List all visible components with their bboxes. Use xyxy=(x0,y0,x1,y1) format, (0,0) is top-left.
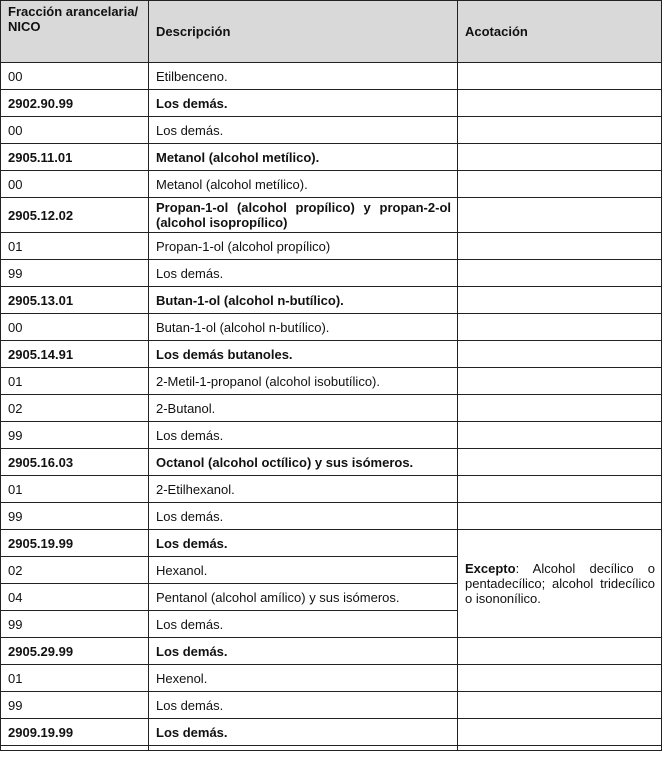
acotacion-cell xyxy=(458,144,662,171)
table-row xyxy=(1,314,662,341)
note-label: Excepto xyxy=(465,561,516,576)
acotacion-note-cell xyxy=(458,530,662,638)
code-cell: 00 xyxy=(1,314,149,341)
code-cell: 01 xyxy=(1,476,149,503)
table-row xyxy=(1,476,662,503)
code-cell: 2905.11.01 xyxy=(1,144,149,171)
description-cell: Los demás. xyxy=(149,260,458,287)
code-cell: 2905.29.99 xyxy=(1,638,149,665)
acotacion-cell xyxy=(458,314,662,341)
table-row xyxy=(1,665,662,692)
acotacion-cell xyxy=(458,665,662,692)
table-row xyxy=(1,171,662,198)
description-cell: Los demás. xyxy=(149,422,458,449)
code-cell: 02 xyxy=(1,557,149,584)
table-row xyxy=(1,287,662,314)
code-cell: 2905.19.99 xyxy=(1,530,149,557)
acotacion-cell xyxy=(458,260,662,287)
code-cell: 01 xyxy=(1,233,149,260)
table-row xyxy=(1,449,662,476)
code-cell: 2905.12.02 xyxy=(1,198,149,233)
table-body xyxy=(1,63,662,751)
acotacion-cell xyxy=(458,422,662,449)
code-cell: 2905.16.03 xyxy=(1,449,149,476)
code-cell: 2905.14.91 xyxy=(1,341,149,368)
description-cell: Los demás. xyxy=(149,719,458,746)
acotacion-cell xyxy=(458,503,662,530)
description-cell: 2-Etilhexanol. xyxy=(149,476,458,503)
description-cell: Metanol (alcohol metílico). xyxy=(149,171,458,198)
description-cell: Los demás. xyxy=(149,611,458,638)
note-text: : Alcohol decílico o pentadecílico; alcohol tridecílico o isononílico. xyxy=(465,561,655,606)
table-row xyxy=(1,368,662,395)
description-cell: 2-Metil-1-propanol (alcohol isobutílico). xyxy=(149,368,458,395)
acotacion-cell xyxy=(458,476,662,503)
table-row xyxy=(1,422,662,449)
code-cell: 2902.90.99 xyxy=(1,90,149,117)
acotacion-cell xyxy=(458,287,662,314)
header-descripcion: Descripción xyxy=(149,1,458,63)
header-fraccion: Fracción arancelaria/ NICO xyxy=(1,1,149,63)
description-cell: 2-Butanol. xyxy=(149,395,458,422)
description-cell: Los demás. xyxy=(149,638,458,665)
code-cell: 99 xyxy=(1,422,149,449)
acotacion-cell xyxy=(458,638,662,665)
acotacion-cell xyxy=(458,90,662,117)
empty-cell xyxy=(149,746,458,751)
acotacion-cell xyxy=(458,692,662,719)
code-cell: 01 xyxy=(1,368,149,395)
description-cell: Pentanol (alcohol amílico) y sus isómeros. xyxy=(149,584,458,611)
code-cell: 02 xyxy=(1,395,149,422)
table-row xyxy=(1,63,662,90)
acotacion-cell xyxy=(458,719,662,746)
table-row xyxy=(1,395,662,422)
table-header-row xyxy=(1,1,662,63)
description-cell: Metanol (alcohol metílico). xyxy=(149,144,458,171)
code-cell: 00 xyxy=(1,171,149,198)
table-row xyxy=(1,692,662,719)
table-row xyxy=(1,530,662,557)
code-cell: 01 xyxy=(1,665,149,692)
code-cell: 2909.19.99 xyxy=(1,719,149,746)
code-cell: 2905.13.01 xyxy=(1,287,149,314)
acotacion-cell xyxy=(458,395,662,422)
description-cell: Hexanol. xyxy=(149,557,458,584)
acotacion-cell xyxy=(458,449,662,476)
acotacion-cell xyxy=(458,341,662,368)
acotacion-cell xyxy=(458,171,662,198)
code-cell: 99 xyxy=(1,692,149,719)
description-cell: Butan-1-ol (alcohol n-butílico). xyxy=(149,314,458,341)
description-cell: Los demás. xyxy=(149,692,458,719)
code-cell: 99 xyxy=(1,611,149,638)
code-cell: 99 xyxy=(1,260,149,287)
table-row xyxy=(1,260,662,287)
description-cell: Los demás. xyxy=(149,117,458,144)
acotacion-cell xyxy=(458,198,662,233)
table-row xyxy=(1,719,662,746)
acotacion-cell xyxy=(458,63,662,90)
empty-cell xyxy=(458,746,662,751)
table-row xyxy=(1,341,662,368)
description-cell: Butan-1-ol (alcohol n-butílico). xyxy=(149,287,458,314)
table-row xyxy=(1,638,662,665)
acotacion-cell xyxy=(458,233,662,260)
acotacion-cell xyxy=(458,117,662,144)
empty-cell xyxy=(1,746,149,751)
description-cell: Los demás butanoles. xyxy=(149,341,458,368)
acotacion-cell xyxy=(458,368,662,395)
description-cell: Propan-1-ol (alcohol propílico) xyxy=(149,233,458,260)
code-cell: 04 xyxy=(1,584,149,611)
table-row xyxy=(1,233,662,260)
code-cell: 99 xyxy=(1,503,149,530)
table-row-partial xyxy=(1,746,662,751)
description-cell: Los demás. xyxy=(149,530,458,557)
table-row xyxy=(1,90,662,117)
code-cell: 00 xyxy=(1,63,149,90)
table-row xyxy=(1,198,662,233)
table-row xyxy=(1,144,662,171)
table-row xyxy=(1,117,662,144)
description-cell: Los demás. xyxy=(149,90,458,117)
description-cell: Octanol (alcohol octílico) y sus isómeros. xyxy=(149,449,458,476)
code-cell: 00 xyxy=(1,117,149,144)
description-cell: Los demás. xyxy=(149,503,458,530)
description-cell: Hexenol. xyxy=(149,665,458,692)
header-acotacion: Acotación xyxy=(458,1,662,63)
table-row xyxy=(1,503,662,530)
description-cell: Etilbenceno. xyxy=(149,63,458,90)
description-cell: Propan-1-ol (alcohol propílico) y propan-2-ol (alcohol isopropílico) xyxy=(149,198,458,233)
